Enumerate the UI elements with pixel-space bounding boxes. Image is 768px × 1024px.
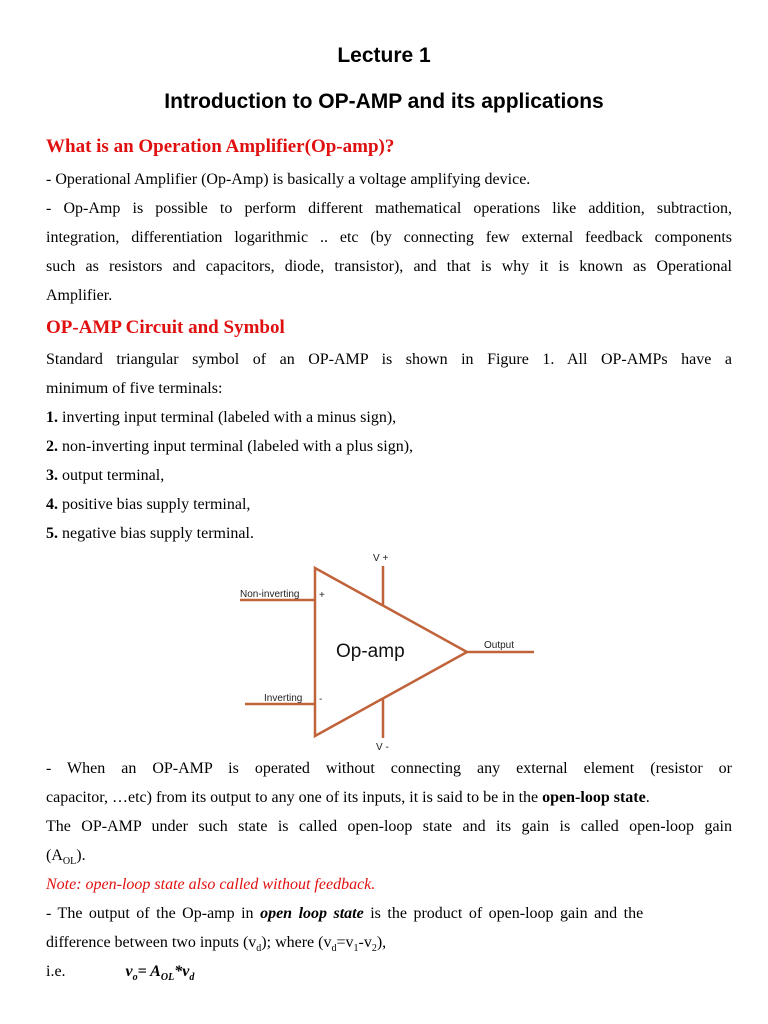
subscript: d — [256, 943, 262, 955]
terminal-number: 4. — [46, 496, 58, 513]
text-run: ); where (v — [261, 934, 332, 951]
text-run: - The output of the Op-amp in — [46, 905, 261, 922]
opamp-center-label: Op-amp — [336, 641, 405, 662]
subscript: OL — [62, 856, 77, 868]
page-title: Introduction to OP-AMP and its applications — [164, 90, 604, 113]
text-run: capacitor, …etc) from its output to any one of its inputs, it is said to be in the — [46, 789, 543, 806]
noninverting-label: Non-inverting — [240, 589, 300, 600]
paragraph-line — [46, 846, 732, 872]
plus-sign: + — [319, 590, 325, 601]
text-run: is the product of open-loop gain and the — [363, 905, 644, 922]
terminal-item — [46, 466, 732, 486]
terminal-item — [46, 524, 732, 544]
paragraph-line: - Operational Amplifier (Op-Amp) is basically a voltage amplifying device. — [46, 171, 531, 188]
equation-line — [46, 962, 732, 988]
vminus-label: V - — [376, 742, 389, 753]
paragraph-line: Standard triangular symbol of an OP-AMP is shown in Figure 1. All OP-AMPs have a — [46, 351, 732, 368]
note-line — [46, 875, 732, 895]
output-label: Output — [484, 640, 515, 651]
terminal-item — [46, 437, 732, 457]
terminal-item — [46, 495, 732, 515]
paragraph-line — [46, 788, 732, 808]
section-heading-what-is-opamp: What is an Operation Amplifier(Op-amp)? — [46, 136, 395, 157]
section-heading-circuit-symbol: OP-AMP Circuit and Symbol — [46, 317, 285, 338]
paragraph-line: such as resistors and capacitors, diode, transistor), and that is why it is known as Operational — [46, 258, 732, 275]
equation: $v_o= A_{OL}*v_d$ — [125, 963, 195, 984]
lecture-number: Lecture 1 — [337, 44, 431, 67]
note-text: open-loop state also called without feedback. — [81, 876, 376, 893]
paragraph-line — [46, 933, 732, 959]
paragraph-line: The OP-AMP under such state is called open-loop state and its gain is called open-loop gain — [46, 818, 732, 835]
opamp-symbol-svg — [230, 548, 550, 754]
note-label: Note: — [46, 876, 82, 893]
terminal-number: 5. — [46, 525, 58, 542]
text-run: =v — [336, 934, 354, 951]
text-run: (A — [46, 847, 63, 864]
text-run: -v — [358, 934, 372, 951]
ie-label: i.e. — [46, 963, 66, 980]
text-run: ), — [376, 934, 387, 951]
vplus-label: V + — [373, 553, 389, 564]
paragraph-line: - When an OP-AMP is operated without connecting any external element (resistor or — [46, 760, 732, 777]
paragraph-line: integration, differentiation logarithmic .. etc (by connecting few external feedback components — [46, 229, 732, 246]
open-loop-state-bold: open-loop state — [542, 789, 646, 806]
terminal-text: non-inverting input terminal (labeled with a plus sign), — [58, 438, 414, 455]
paragraph-line: minimum of five terminals: — [46, 380, 223, 397]
text-run: ). — [76, 847, 86, 864]
terminal-text: positive bias supply terminal, — [58, 496, 251, 513]
terminal-number: 1. — [46, 409, 58, 426]
subscript: 2 — [371, 943, 377, 955]
terminal-item — [46, 408, 732, 428]
opamp-diagram — [230, 548, 550, 754]
subscript: 1 — [353, 943, 359, 955]
inverting-label: Inverting — [264, 693, 303, 704]
terminal-text: output terminal, — [58, 467, 165, 484]
terminal-number: 2. — [46, 438, 58, 455]
paragraph-line: Amplifier. — [46, 287, 113, 304]
paragraph-line: - Op-Amp is possible to perform different mathematical operations like addition, subtraction, — [46, 200, 732, 217]
subscript: d — [331, 943, 337, 955]
terminal-text: inverting input terminal (labeled with a minus sign), — [58, 409, 397, 426]
paragraph-line — [46, 904, 732, 924]
terminal-text: negative bias supply terminal. — [58, 525, 254, 542]
text-run: . — [645, 789, 650, 806]
text-run: difference between two inputs (v — [46, 934, 257, 951]
terminal-number: 3. — [46, 467, 58, 484]
minus-sign: - — [319, 694, 323, 705]
open-loop-state-emphasis: open loop state — [260, 905, 364, 922]
